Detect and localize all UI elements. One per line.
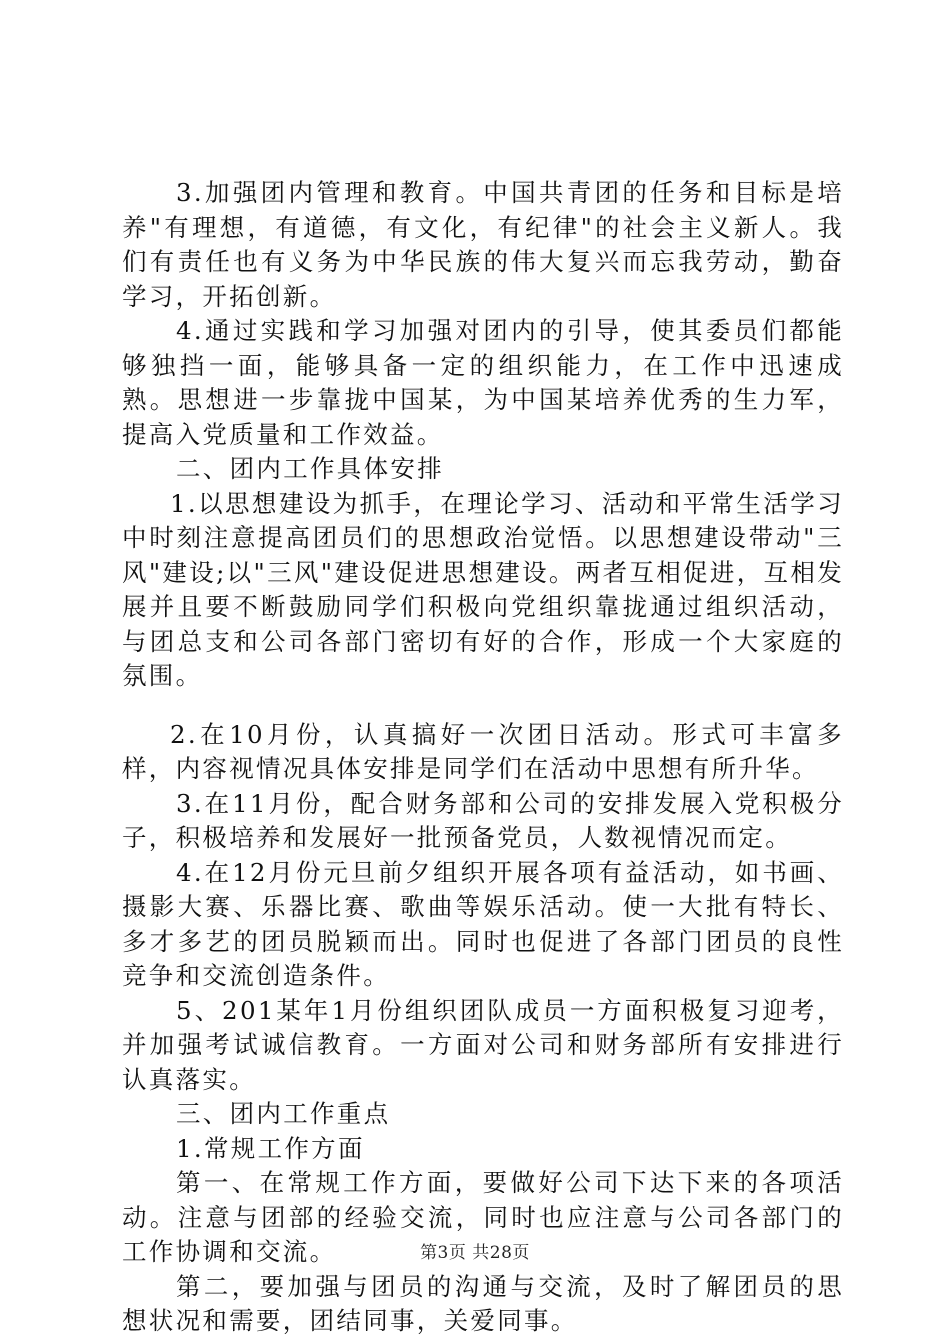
paragraph-item-4-guidance: 4.通过实践和学习加强对团内的引导，使其委员们都能够独挡一面，能够具备一定的组织能力，在工作中迅速成熟。思想进一步靠拢中国某，为中国某培养优秀的生力军，提高入党质量和工作效益。 — [122, 316, 844, 449]
paragraph-routine-first: 第一、在常规工作方面，要做好公司下达下来的各项活动。注意与团部的经验交流，同时也应注意与公司各部门的工作协调和交流。 — [122, 1168, 844, 1266]
paragraph-arrangement-2: 2.在10月份，认真搞好一次团日活动。形式可丰富多样，内容视情况具体安排是同学们在活动中思想有所升华。 — [122, 719, 844, 783]
paragraph-arrangement-5: 5、201某年1月份组织团队成员一方面积极复习迎考，并加强考试诚信教育。一方面对公司和财务部所有安排进行认真落实。 — [122, 995, 844, 1094]
paragraph-arrangement-4: 4.在12月份元旦前夕组织开展各项有益活动，如书画、摄影大赛、乐器比赛、歌曲等娱乐活动。使一大批有特长、多才多艺的团员脱颖而出。同时也促进了各部门团员的良性竞争和交流创造条件。 — [122, 857, 844, 990]
document-body — [122, 176, 844, 1339]
section-heading-2: 二、团内工作具体安排 — [176, 454, 444, 483]
subsection-heading-routine: 1.常规工作方面 — [176, 1133, 365, 1163]
paragraph-routine-second: 第二，要加强与团员的沟通与交流，及时了解团员的思想状况和需要，团结同事，关爱同事。 — [122, 1271, 844, 1335]
paragraph-arrangement-3: 3.在11月份，配合财务部和公司的安排发展入党积极分子，积极培养和发展好一批预备党员，人数视情况而定。 — [122, 788, 844, 852]
page-number-footer: 第3页 共28页 — [420, 1243, 530, 1263]
section-heading-3: 三、团内工作重点 — [176, 1099, 391, 1128]
paragraph-item-3-management: 3.加强团内管理和教育。中国共青团的任务和目标是培养"有理想，有道德，有文化，有纪律"的社会主义新人。我们有责任也有义务为中华民族的伟大复兴而忘我劳动，勤奋学习，开拓创新。 — [122, 178, 844, 311]
paragraph-arrangement-1: 1.以思想建设为抓手，在理论学习、活动和平常生活学习中时刻注意提高团员们的思想政治觉悟。以思想建设带动"三风"建设;以"三风"建设促进思想建设。两者互相促进，互相发展并且要不断鼓励同学们积极向党组织靠拢通过组织活动，与团总支和公司各部门密切有好的合作，形成一个大家庭的氛围。 — [122, 488, 844, 690]
